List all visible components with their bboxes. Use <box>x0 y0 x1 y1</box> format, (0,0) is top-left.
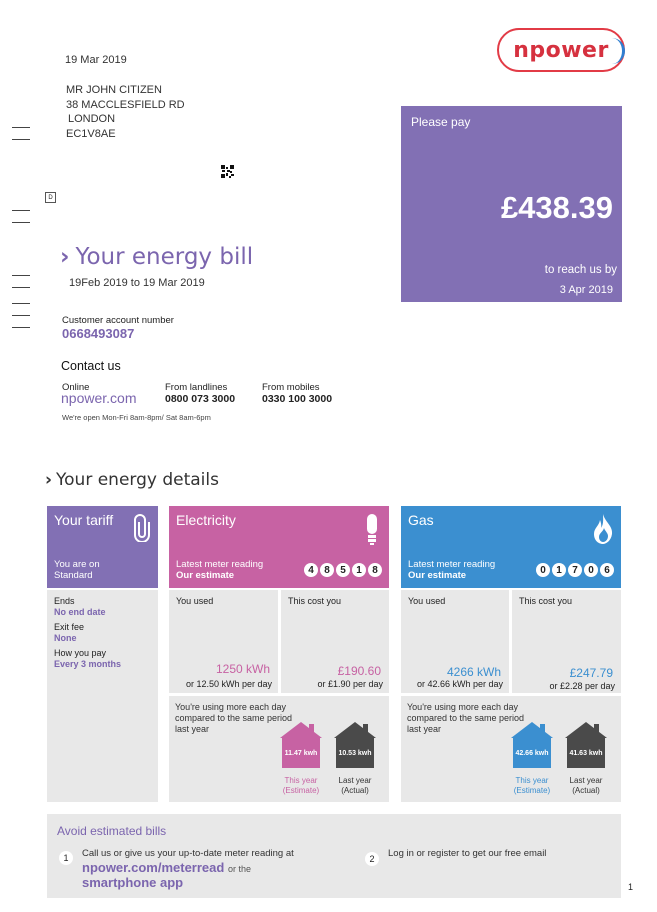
mobile-number: 0330 100 3000 <box>262 393 333 405</box>
landline-label: From landlines <box>165 382 228 393</box>
this-year-caption <box>273 776 329 796</box>
this-year-house-icon <box>280 722 322 768</box>
tariff-on-label: You are on <box>54 559 100 570</box>
gas-reading-label: Latest meter reading <box>408 559 496 570</box>
this-year-sub: (Estimate) <box>282 786 320 795</box>
meter-digit: 0 <box>536 563 550 577</box>
reach-label: to reach us by <box>544 264 617 276</box>
meter-digit: 7 <box>568 563 582 577</box>
gas-cost-per-day: or £2.28 per day <box>549 681 615 691</box>
step-number: 2 <box>365 852 379 866</box>
electricity-cost-cell <box>281 590 389 693</box>
fold-mark <box>12 303 30 304</box>
electricity-used-cell <box>169 590 278 693</box>
fold-mark <box>12 287 30 288</box>
meter-digit: 1 <box>352 563 366 577</box>
tariff-title: Your tariff <box>54 512 114 528</box>
gas-meter-digits <box>536 563 614 577</box>
bill-title <box>60 244 253 270</box>
paperclip-icon <box>134 514 150 547</box>
electricity-cost-value: £190.60 <box>337 664 381 678</box>
flame-icon <box>593 514 613 549</box>
address-line: EC1V8AE <box>66 127 116 140</box>
cost-label: This cost you <box>288 596 342 606</box>
gas-header <box>401 506 621 588</box>
last-year-label: Last year <box>338 776 372 785</box>
this-year-value: 11.47 kwh <box>282 738 320 768</box>
gas-compare <box>401 696 621 802</box>
address-line: LONDON <box>68 113 116 125</box>
ends-value: No end date <box>54 607 106 617</box>
bill-title-text: Your energy bill <box>75 244 254 270</box>
tariff-info <box>54 596 121 670</box>
meterread-link[interactable] <box>82 860 251 875</box>
mobile-label: From mobiles <box>262 382 320 393</box>
smartphone-app-link[interactable]: smartphone app <box>82 875 184 890</box>
last-year-sub: (Actual) <box>341 786 369 795</box>
fold-mark <box>12 210 30 211</box>
estimated-title: Avoid estimated bills <box>57 824 167 838</box>
logo-text: npower <box>513 37 609 63</box>
gas-used-value: 4266 kWh <box>446 665 501 679</box>
due-date: 3 Apr 2019 <box>559 284 613 296</box>
amount-due: £438.39 <box>500 190 613 225</box>
step1-text: Call us or give us your up-to-date meter reading at <box>82 848 294 859</box>
ends-label: Ends <box>54 596 75 606</box>
account-number: 0668493087 <box>62 326 135 341</box>
fold-mark <box>12 315 30 316</box>
meter-digit: 5 <box>336 563 350 577</box>
step1-tail: or the <box>227 864 251 874</box>
contact-title: Contact us <box>61 359 121 373</box>
electricity-header <box>169 506 389 588</box>
this-year-value: 42.66 kwh <box>513 738 551 768</box>
electricity-compare-text: You're using more each day compared to the same period last year <box>175 702 293 734</box>
last-year-house-icon <box>334 722 376 768</box>
last-year-sub: (Actual) <box>572 786 600 795</box>
account-label: Customer account number <box>62 315 174 326</box>
meter-digit: 6 <box>600 563 614 577</box>
mail-code: D <box>48 194 53 201</box>
used-label: You used <box>408 596 446 606</box>
used-label: You used <box>176 596 214 606</box>
address-line: 38 MACCLESFIELD RD <box>66 98 185 111</box>
this-year-label: This year <box>515 776 549 785</box>
qr-code-icon <box>221 165 234 178</box>
meter-digit: 1 <box>552 563 566 577</box>
cost-label: This cost you <box>519 596 573 606</box>
fold-mark <box>12 127 30 128</box>
last-year-value: 10.53 kwh <box>336 738 374 768</box>
this-year-sub: (Estimate) <box>513 786 551 795</box>
this-year-label: This year <box>284 776 318 785</box>
pay-method-label: How you pay <box>54 648 107 658</box>
address-line: MR JOHN CITIZEN <box>66 84 162 96</box>
estimated-bills-panel <box>47 814 621 898</box>
fold-mark <box>12 222 30 223</box>
opening-hours: We're open Mon-Fri 8am-8pm/ Sat 8am-6pm <box>62 413 211 422</box>
gas-cost-cell <box>512 590 621 693</box>
letter-date: 19 Mar 2019 <box>65 54 127 66</box>
this-year-caption <box>504 776 560 796</box>
online-link[interactable]: npower.com <box>61 390 137 406</box>
step-number: 1 <box>59 851 73 865</box>
npower-logo <box>497 28 625 72</box>
gas-cost-value: £247.79 <box>569 666 613 680</box>
gas-compare-text: You're using more each day compared to the same period last year <box>407 702 525 734</box>
gas-used-cell <box>401 590 509 693</box>
exit-fee-label: Exit fee <box>54 622 85 632</box>
electricity-used-per-day: or 12.50 kWh per day <box>185 679 272 689</box>
electricity-compare <box>169 696 389 802</box>
fold-mark <box>12 139 30 140</box>
meter-digit: 8 <box>368 563 382 577</box>
chevron-right-icon: › <box>60 244 70 270</box>
tariff-details <box>47 590 158 802</box>
electricity-meter-digits <box>304 563 382 577</box>
tariff-header <box>47 506 158 588</box>
pay-method-value: Every 3 months <box>54 659 122 669</box>
please-pay-label: Please pay <box>411 115 471 129</box>
gas-used-per-day: or 42.66 kWh per day <box>416 679 503 689</box>
lightbulb-icon <box>364 514 380 551</box>
step2-text: Log in or register to get our free email <box>388 848 547 859</box>
last-year-caption <box>327 776 383 796</box>
landline-number: 0800 073 3000 <box>165 393 236 405</box>
exit-fee-value: None <box>54 633 77 643</box>
tariff-name: Standard <box>54 570 93 581</box>
fold-mark <box>12 275 30 276</box>
page-number: 1 <box>628 882 634 892</box>
electricity-reading-label: Latest meter reading <box>176 559 264 570</box>
fold-mark <box>12 327 30 328</box>
details-title <box>45 470 219 490</box>
this-year-house-icon <box>511 722 553 768</box>
online-label: Online <box>62 382 90 393</box>
electricity-title: Electricity <box>176 512 236 528</box>
gas-title: Gas <box>408 512 434 528</box>
last-year-house-icon <box>565 722 607 768</box>
details-title-text: Your energy details <box>56 470 219 490</box>
meterread-link-text[interactable]: npower.com/meterread <box>82 860 225 875</box>
bill-period: 19Feb 2019 to 19 Mar 2019 <box>69 277 205 289</box>
meter-digit: 4 <box>304 563 318 577</box>
address-block <box>66 83 185 141</box>
mail-code-box <box>45 192 56 203</box>
last-year-caption <box>558 776 614 796</box>
electricity-reading-source: Our estimate <box>176 570 235 581</box>
meter-digit: 8 <box>320 563 334 577</box>
last-year-value: 41.63 kwh <box>567 738 605 768</box>
gas-reading-source: Our estimate <box>408 570 467 581</box>
payment-summary <box>401 106 622 302</box>
meter-digit: 0 <box>584 563 598 577</box>
chevron-right-icon: › <box>45 470 53 490</box>
electricity-used-value: 1250 kWh <box>215 662 270 676</box>
last-year-label: Last year <box>569 776 603 785</box>
electricity-cost-per-day: or £1.90 per day <box>317 679 383 689</box>
